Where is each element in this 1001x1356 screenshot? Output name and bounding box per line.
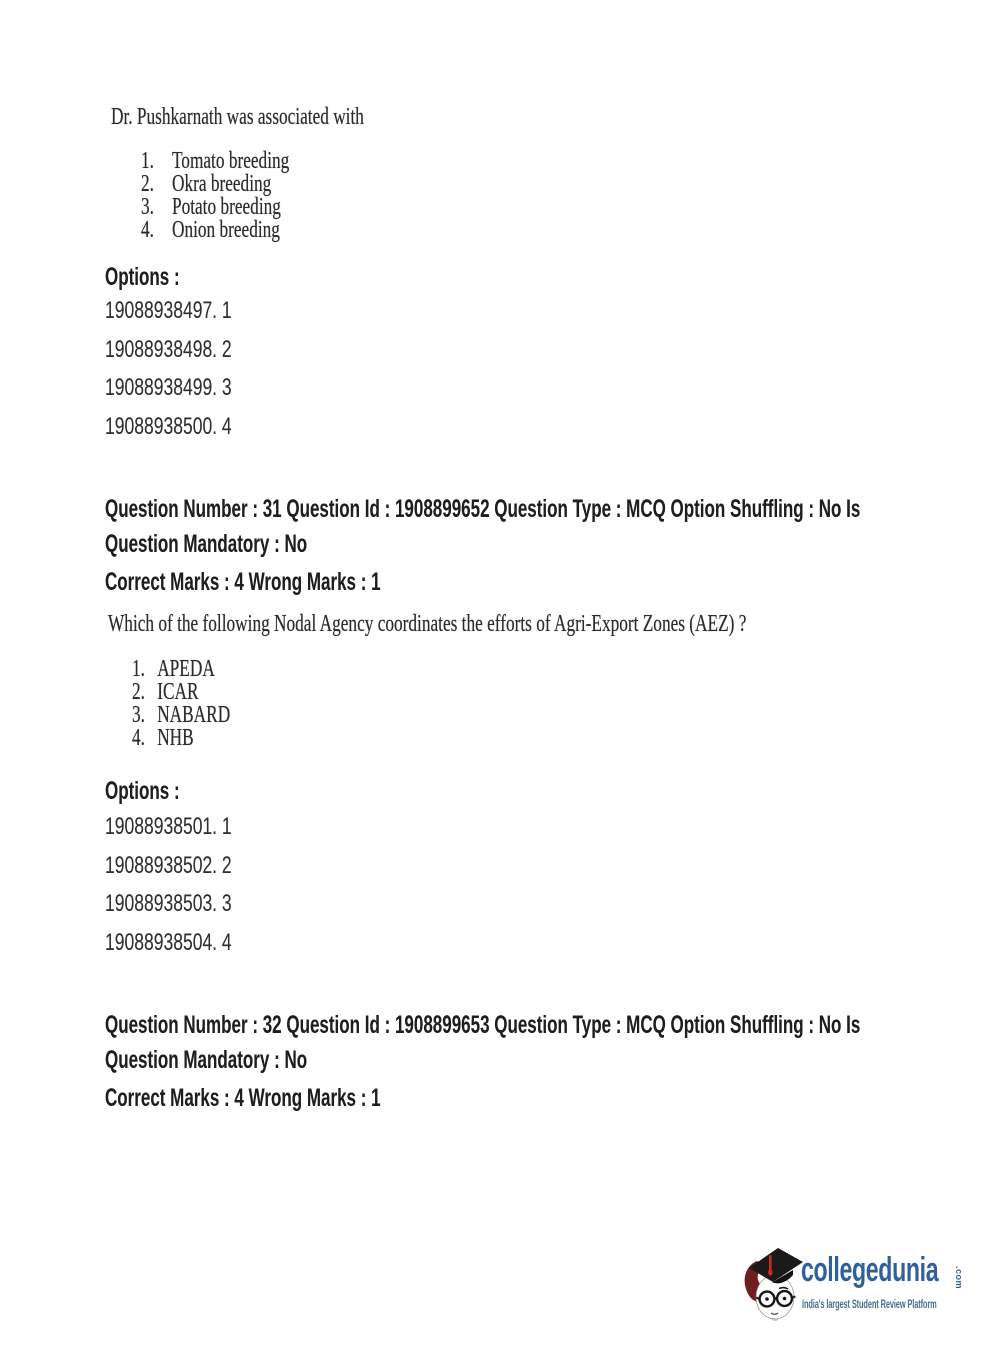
question-31-choice-list — [132, 658, 230, 750]
option-id: 19088938497. — [105, 297, 218, 324]
question-prev-text: Dr. Pushkarnath was associated with — [111, 104, 364, 130]
option-value: 1 — [221, 813, 232, 840]
choice-number: 2. — [132, 679, 145, 705]
option-id: 19088938502. — [105, 851, 218, 879]
option-id: 19088938503. — [105, 890, 218, 917]
choice-row — [132, 704, 230, 727]
choice-number: 3. — [141, 194, 154, 220]
choice-row — [141, 173, 289, 196]
options-label: Options : — [105, 263, 180, 291]
question-meta-line: Question Mandatory : No — [105, 1046, 308, 1074]
choice-text: NHB — [157, 725, 194, 751]
question-meta-line: Question Mandatory : No — [105, 530, 308, 558]
choice-text: APEDA — [157, 656, 215, 682]
option-value: 4 — [221, 928, 232, 956]
option-value: 4 — [221, 412, 232, 440]
question-marks-line: Correct Marks : 4 Wrong Marks : 1 — [105, 568, 381, 596]
choice-row — [141, 196, 289, 219]
choice-text: Tomato breeding — [171, 148, 290, 174]
option-value: 1 — [221, 297, 232, 324]
option-row — [105, 331, 232, 370]
choice-number: 2. — [141, 171, 154, 197]
option-row — [105, 847, 232, 886]
option-value: 2 — [221, 335, 232, 363]
collegedunia-logo — [741, 1243, 976, 1328]
options-label: Options : — [105, 777, 180, 805]
choice-number: 1. — [141, 148, 154, 174]
option-row — [105, 808, 232, 847]
choice-row — [141, 219, 289, 242]
option-row — [105, 292, 232, 331]
collegedunia-mascot-icon — [741, 1245, 805, 1323]
choice-number: 3. — [132, 702, 145, 728]
option-value: 2 — [221, 851, 232, 879]
option-value: 3 — [221, 890, 232, 917]
question-32-meta — [105, 1008, 860, 1116]
option-row — [105, 924, 232, 963]
choice-text: ICAR — [157, 679, 199, 705]
choice-row — [132, 658, 230, 681]
question-marks-line: Correct Marks : 4 Wrong Marks : 1 — [105, 1084, 381, 1112]
choice-text: Potato breeding — [171, 194, 281, 220]
option-id: 19088938498. — [105, 335, 218, 363]
choice-number: 4. — [141, 217, 154, 243]
question-meta-line: Question Number : 31 Question Id : 1908899652 Question Type : MCQ Option Shuffling : No Is — [105, 495, 861, 523]
choice-row — [132, 681, 230, 704]
choice-text: NABARD — [157, 702, 231, 728]
question-31-text: Which of the following Nodal Agency coordinates the efforts of Agri-Export Zones (AEZ) ? — [108, 611, 747, 637]
choice-number: 1. — [132, 656, 145, 682]
brand-text: collegedunia — [801, 1251, 939, 1289]
option-id: 19088938501. — [105, 813, 218, 840]
choice-number: 4. — [132, 725, 145, 751]
option-id: 19088938500. — [105, 412, 218, 440]
option-value: 3 — [221, 374, 232, 401]
brand-suffix-text: .com — [954, 1266, 964, 1290]
question-31-meta — [105, 492, 860, 600]
question-prev-choice-list — [141, 150, 289, 242]
choice-row — [132, 727, 230, 750]
option-id: 19088938504. — [105, 928, 218, 956]
question-meta-line: Question Number : 32 Question Id : 1908899653 Question Type : MCQ Option Shuffling : No Is — [105, 1011, 861, 1039]
option-row — [105, 408, 232, 447]
logo-tagline: India's largest Student Review Platform — [802, 1297, 937, 1311]
option-id: 19088938499. — [105, 374, 218, 401]
choice-text: Onion breeding — [171, 217, 280, 243]
choice-row — [141, 150, 289, 173]
question-prev-option-rows — [105, 292, 232, 446]
question-31-option-rows — [105, 808, 232, 962]
choice-text: Okra breeding — [171, 171, 272, 197]
option-row — [105, 885, 232, 924]
option-row — [105, 369, 232, 408]
